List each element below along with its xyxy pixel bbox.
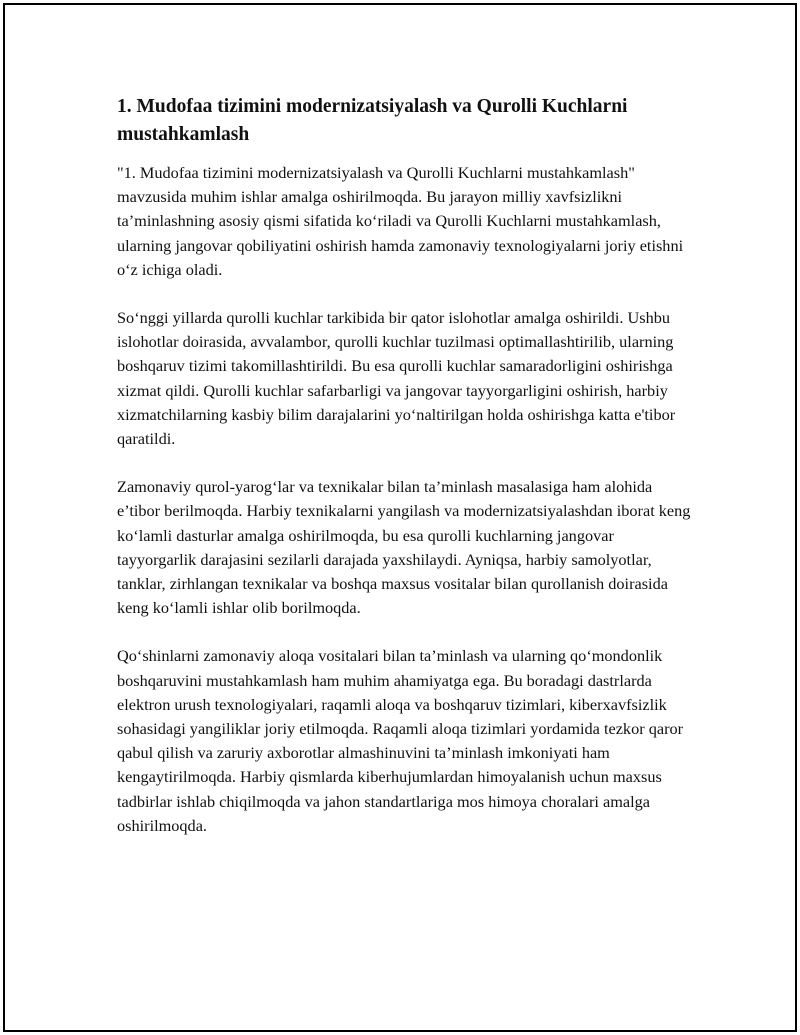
document-body bbox=[117, 93, 692, 862]
paragraph-reforms: So‘nggi yillarda qurolli kuchlar tarkibida bir qator islohotlar amalga oshirildi. Ushbu islohotlar doirasida, avvalambor, qurolli kuchlar tuzilmasi optimallashtirilib, ularning boshqaruv tizimi takomillashtirildi. Bu esa qurolli kuchlar samaradorligini oshirishga xizmat qildi. Qurolli kuchlar safarbarligi va jangovar tayyorgarligini oshirish, harbiy xizmatchilarning kasbiy bilim darajalarini yo‘naltirilgan holda oshirishga katta e'tibor qaratildi. bbox=[117, 308, 676, 449]
paragraph-intro: "1. Mudofaa tizimini modernizatsiyalash va Qurolli Kuchlarni mustahkamlash" mavzusida muhim ishlar amalga oshirilmoqda. Bu jarayon milliy xavfsizlikni ta’minlashning asosiy qismi sifatida ko‘riladi va Qurolli Kuchlarni mustahkamlash, ularning jangovar qobiliyatini oshirish hamda zamonaviy texnologiyalarni joriy etishni o‘z ichiga oladi. bbox=[117, 163, 684, 279]
paragraph-communications: Qo‘shinlarni zamonaviy aloqa vositalari bilan ta’minlash va ularning qo‘mondonlik boshqaruvini mustahkamlash ham muhim ahamiyatga ega. Bu boradagi dastrlarda elektron urush texnologiyalari, raqamli aloqa va boshqaruv tizimlari, kiberxavfsizlik sohasidagi yangiliklar joriy etilmoqda. Raqamli aloqa tizimlari yordamida tezkor qaror qabul qilish va zaruriy axborotlar almashinuvini ta’minlash imkoniyati ham kengaytirilmoqda. Harbiy qismlarda kiberhujumlardan himoyalanish uchun maxsus tadbirlar ishlab chiqilmoqda va jahon standartlariga mos himoya choralari amalga oshirilmoqda. bbox=[117, 646, 684, 835]
section-heading: 1. Mudofaa tizimini modernizatsiyalash va Qurolli Kuchlarni mustahkamlash bbox=[117, 96, 628, 145]
paragraph-weapons: Zamonaviy qurol-yarog‘lar va texnikalar bilan ta’minlash masalasiga ham alohida e’tibor berilmoqda. Harbiy texnikalarni yangilash va modernizatsiyalashdan iborat keng ko‘lamli dasturlar amalga oshirilmoqda, bu esa qurolli kuchlarning jangovar tayyorgarlik darajasini sezilarli darajada yaxshilaydi. Ayniqsa, harbiy samolyotlar, tanklar, zirhlangan texnikalar va boshqa maxsus vositalar bilan qurollanish doirasida keng ko‘lamli ishlar olib borilmoqda. bbox=[117, 477, 691, 618]
